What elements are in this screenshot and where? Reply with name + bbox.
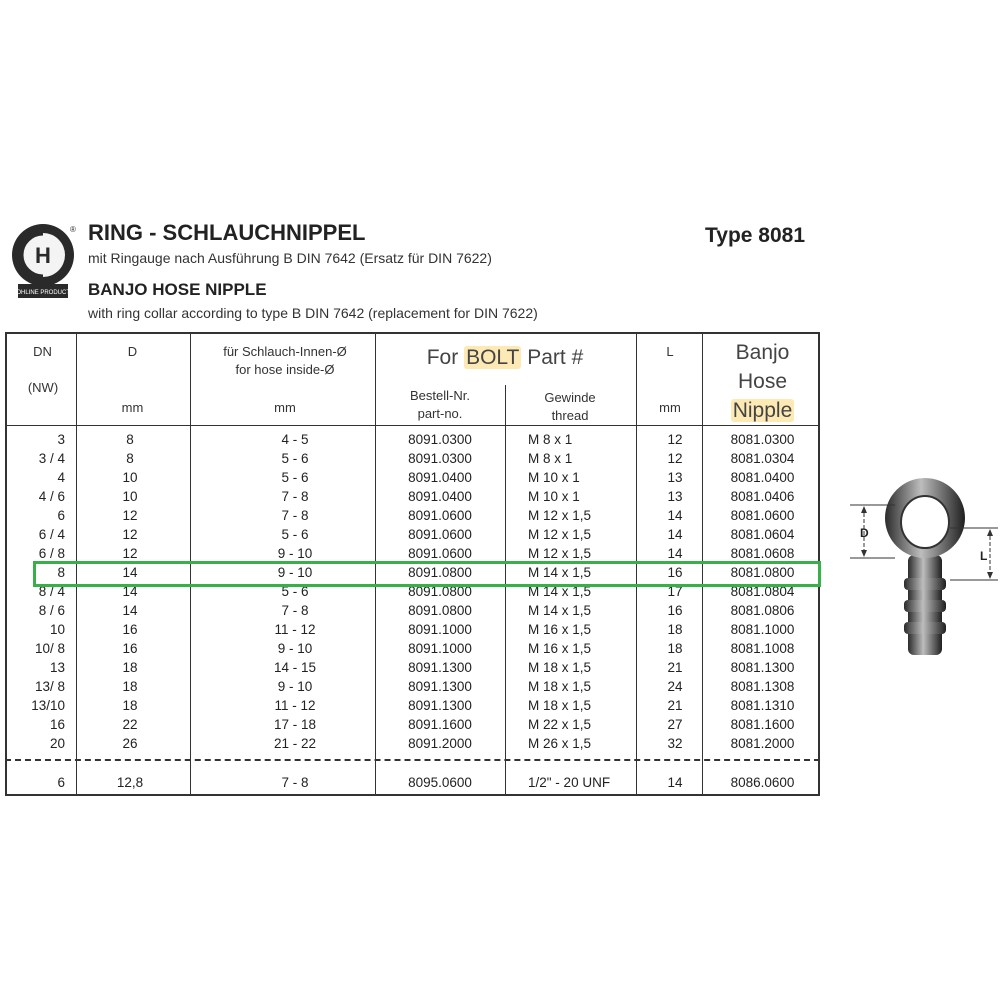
cell-nipple: 8081.0300 — [730, 432, 795, 447]
cell-hose: 9 - 10 — [277, 641, 313, 656]
header-partno-english: part-no. — [417, 406, 463, 421]
cell-bolt: 8091.0400 — [408, 489, 472, 504]
table-row — [5, 734, 820, 753]
cell-hose: 11 - 12 — [274, 698, 316, 713]
cell-dn: 13/ 8 — [34, 679, 65, 694]
cell-d: 14 — [122, 603, 138, 618]
cell-d: 12,8 — [116, 775, 144, 790]
cell-hose: 9 - 10 — [277, 679, 313, 694]
cell-thread: M 18 x 1,5 — [528, 679, 592, 694]
cell-l: 17 — [667, 584, 683, 599]
cell-nipple: 8081.1310 — [730, 698, 795, 713]
cell-nipple: 8081.0806 — [730, 603, 795, 618]
header-l: L — [666, 344, 674, 359]
cell-bolt: 8091.0600 — [408, 546, 472, 561]
cell-nipple: 8081.0608 — [730, 546, 795, 561]
cell-nipple: 8081.0304 — [730, 451, 795, 466]
cell-dn: 4 / 6 — [38, 489, 65, 504]
cell-d: 26 — [122, 736, 138, 751]
cell-hose: 7 - 8 — [281, 489, 309, 504]
bolt-annotation-highlight: BOLT — [466, 346, 520, 369]
cell-l: 14 — [667, 775, 683, 790]
cell-bolt: 8091.1300 — [408, 660, 472, 675]
logo-text: COHLINE PRODUCTS — [11, 290, 75, 296]
cell-thread: M 16 x 1,5 — [528, 622, 592, 637]
cell-nipple: 8081.1008 — [730, 641, 795, 656]
cell-d: 22 — [122, 717, 138, 732]
bolt-annotation-suffix: Part # — [527, 346, 584, 369]
header-nw: (NW) — [27, 380, 59, 395]
cell-d: 18 — [122, 660, 138, 675]
cell-l: 21 — [667, 660, 683, 675]
cell-thread: M 18 x 1,5 — [528, 660, 592, 675]
header-thread-german: Gewinde — [544, 390, 596, 405]
nipple-annotation-line1: Banjo — [735, 341, 790, 364]
cell-thread: M 12 x 1,5 — [528, 508, 592, 523]
cell-dn: 3 / 4 — [38, 451, 65, 466]
cell-bolt: 8091.0600 — [408, 508, 472, 523]
cell-d: 14 — [122, 584, 138, 599]
cell-l: 16 — [667, 603, 683, 618]
header-thread-english: thread — [551, 408, 589, 423]
cell-dn: 6 / 8 — [38, 546, 65, 561]
cell-l: 32 — [667, 736, 683, 751]
header-hose-german: für Schlauch-Innen-Ø — [223, 344, 347, 359]
table-row — [5, 677, 820, 696]
cell-hose: 7 - 8 — [281, 508, 309, 523]
cell-thread: M 14 x 1,5 — [528, 603, 592, 618]
cell-dn: 13 — [49, 660, 65, 675]
bolt-annotation-prefix: For — [426, 346, 459, 369]
cell-d: 14 — [122, 565, 138, 580]
cell-hose: 4 - 5 — [281, 432, 309, 447]
cell-thread: M 10 x 1 — [528, 470, 580, 485]
header-d: D — [127, 344, 138, 359]
cell-bolt: 8091.0800 — [408, 584, 472, 599]
cell-d: 18 — [122, 698, 138, 713]
cell-bolt: 8091.0400 — [408, 470, 472, 485]
cell-bolt: 8091.1000 — [408, 641, 472, 656]
table-row — [5, 468, 820, 487]
cell-dn: 10/ 8 — [34, 641, 65, 656]
cell-d: 8 — [126, 432, 134, 447]
cell-dn: 16 — [49, 717, 65, 732]
cell-l: 13 — [667, 489, 683, 504]
label-d: D — [860, 526, 869, 540]
cell-dn: 6 — [57, 775, 65, 790]
cell-hose: 11 - 12 — [274, 622, 316, 637]
cell-dn: 20 — [49, 736, 65, 751]
cell-nipple: 8081.1308 — [730, 679, 795, 694]
header-dn: DN — [33, 344, 52, 359]
cell-dn: 13/10 — [31, 698, 65, 713]
cell-thread: M 16 x 1,5 — [528, 641, 592, 656]
cell-d: 16 — [122, 641, 138, 656]
table-row — [5, 506, 820, 525]
cell-hose: 7 - 8 — [281, 775, 309, 790]
cell-hose: 7 - 8 — [281, 603, 309, 618]
cell-thread: M 22 x 1,5 — [528, 717, 592, 732]
cell-dn: 6 — [57, 508, 65, 523]
cell-hose: 17 - 18 — [273, 717, 317, 732]
cell-l: 16 — [667, 565, 683, 580]
header-divider — [5, 425, 820, 426]
cell-hose: 5 - 6 — [281, 451, 309, 466]
subtitle-german: mit Ringauge nach Ausführung B DIN 7642 (Ersatz für DIN 7622) — [88, 250, 492, 266]
dashed-divider — [5, 759, 820, 761]
cell-bolt: 8091.0300 — [408, 432, 472, 447]
cohline-logo — [10, 222, 76, 302]
cell-nipple: 8081.0406 — [730, 489, 795, 504]
cell-bolt: 8091.0800 — [408, 565, 472, 580]
bolt-annotation — [380, 344, 630, 372]
table-row — [5, 715, 820, 734]
type-number: Type 8081 — [705, 224, 806, 247]
cell-l: 18 — [667, 622, 683, 637]
cell-dn: 10 — [49, 622, 65, 637]
cell-thread: M 14 x 1,5 — [528, 565, 592, 580]
banjo-nipple-drawing — [840, 470, 1000, 670]
cell-l: 13 — [667, 470, 683, 485]
cell-l: 14 — [667, 546, 683, 561]
svg-text:H: H — [35, 243, 51, 268]
cell-l: 21 — [667, 698, 683, 713]
cell-d: 12 — [122, 527, 138, 542]
cell-thread: M 12 x 1,5 — [528, 546, 592, 561]
cell-hose: 5 - 6 — [281, 527, 309, 542]
cell-thread: M 10 x 1 — [528, 489, 580, 504]
title-english: BANJO HOSE NIPPLE — [88, 280, 267, 299]
cell-bolt: 8091.1000 — [408, 622, 472, 637]
header-hose-unit: mm — [274, 400, 296, 415]
header-l-unit: mm — [659, 400, 681, 415]
nipple-annotation-line2: Hose — [737, 370, 788, 393]
cell-bolt: 8091.0300 — [408, 451, 472, 466]
cell-bolt: 8095.0600 — [408, 775, 472, 790]
cell-l: 14 — [667, 508, 683, 523]
cell-bolt: 8091.1300 — [408, 679, 472, 694]
cell-nipple: 8081.0800 — [730, 565, 795, 580]
cell-thread: M 8 x 1 — [528, 432, 573, 447]
subtitle-english: with ring collar according to type B DIN 7642 (replacement for DIN 7622) — [88, 305, 538, 321]
cell-nipple: 8081.1000 — [730, 622, 795, 637]
table-row — [5, 449, 820, 468]
table-row — [5, 696, 820, 715]
cell-thread: M 26 x 1,5 — [528, 736, 592, 751]
cell-d: 16 — [122, 622, 138, 637]
table-row — [5, 620, 820, 639]
cell-hose: 14 - 15 — [273, 660, 317, 675]
cell-dn: 8 / 6 — [38, 603, 65, 618]
cell-nipple: 8081.1300 — [730, 660, 795, 675]
cell-l: 14 — [667, 527, 683, 542]
table-row — [5, 525, 820, 544]
footer-row — [5, 773, 820, 792]
cell-dn: 8 — [57, 565, 65, 580]
cell-nipple: 8081.0600 — [730, 508, 795, 523]
cell-thread: 1/2" - 20 UNF — [528, 775, 611, 790]
cell-nipple: 8081.0804 — [730, 584, 795, 599]
cell-dn: 3 — [57, 432, 65, 447]
cell-nipple: 8081.1600 — [730, 717, 795, 732]
cell-l: 18 — [667, 641, 683, 656]
cell-thread: M 14 x 1,5 — [528, 584, 592, 599]
header-d-unit: mm — [121, 400, 144, 415]
cell-dn: 4 — [57, 470, 65, 485]
table-row — [5, 430, 820, 449]
table-row — [5, 601, 820, 620]
nipple-annotation-highlight: Nipple — [732, 399, 793, 422]
cell-d: 12 — [122, 508, 138, 523]
table-row — [5, 487, 820, 506]
header-partno-german: Bestell-Nr. — [410, 388, 470, 403]
cell-nipple: 8081.0400 — [730, 470, 795, 485]
cell-bolt: 8091.0800 — [408, 603, 472, 618]
table-row — [5, 639, 820, 658]
cell-l: 24 — [667, 679, 683, 694]
table-row — [5, 658, 820, 677]
cell-hose: 5 - 6 — [281, 584, 309, 599]
header-hose-english: for hose inside-Ø — [235, 362, 335, 377]
title-german: RING - SCHLAUCHNIPPEL — [88, 220, 366, 245]
cell-dn: 8 / 4 — [38, 584, 65, 599]
cell-nipple: 8081.0604 — [730, 527, 795, 542]
nipple-annotation — [705, 338, 820, 425]
cell-d: 10 — [122, 470, 138, 485]
cell-nipple: 8086.0600 — [730, 775, 795, 790]
cell-bolt: 8091.1600 — [408, 717, 472, 732]
highlight-box — [33, 561, 821, 587]
cell-bolt: 8091.0600 — [408, 527, 472, 542]
cell-hose: 9 - 10 — [277, 546, 313, 561]
cell-bolt: 8091.2000 — [408, 736, 472, 751]
cell-d: 18 — [122, 679, 138, 694]
cell-d: 8 — [126, 451, 134, 466]
cell-l: 12 — [667, 451, 683, 466]
cell-dn: 6 / 4 — [38, 527, 65, 542]
cell-thread: M 8 x 1 — [528, 451, 573, 466]
cell-hose: 5 - 6 — [281, 470, 309, 485]
cell-hose: 9 - 10 — [277, 565, 313, 580]
cell-thread: M 12 x 1,5 — [528, 527, 592, 542]
cell-thread: M 18 x 1,5 — [528, 698, 592, 713]
cell-hose: 21 - 22 — [273, 736, 317, 751]
label-l: L — [980, 549, 988, 563]
cell-d: 10 — [122, 489, 138, 504]
cell-nipple: 8081.2000 — [730, 736, 795, 751]
cell-l: 27 — [667, 717, 683, 732]
cell-l: 12 — [667, 432, 683, 447]
cell-bolt: 8091.1300 — [408, 698, 472, 713]
svg-text:®: ® — [70, 225, 76, 234]
cell-d: 12 — [122, 546, 138, 561]
